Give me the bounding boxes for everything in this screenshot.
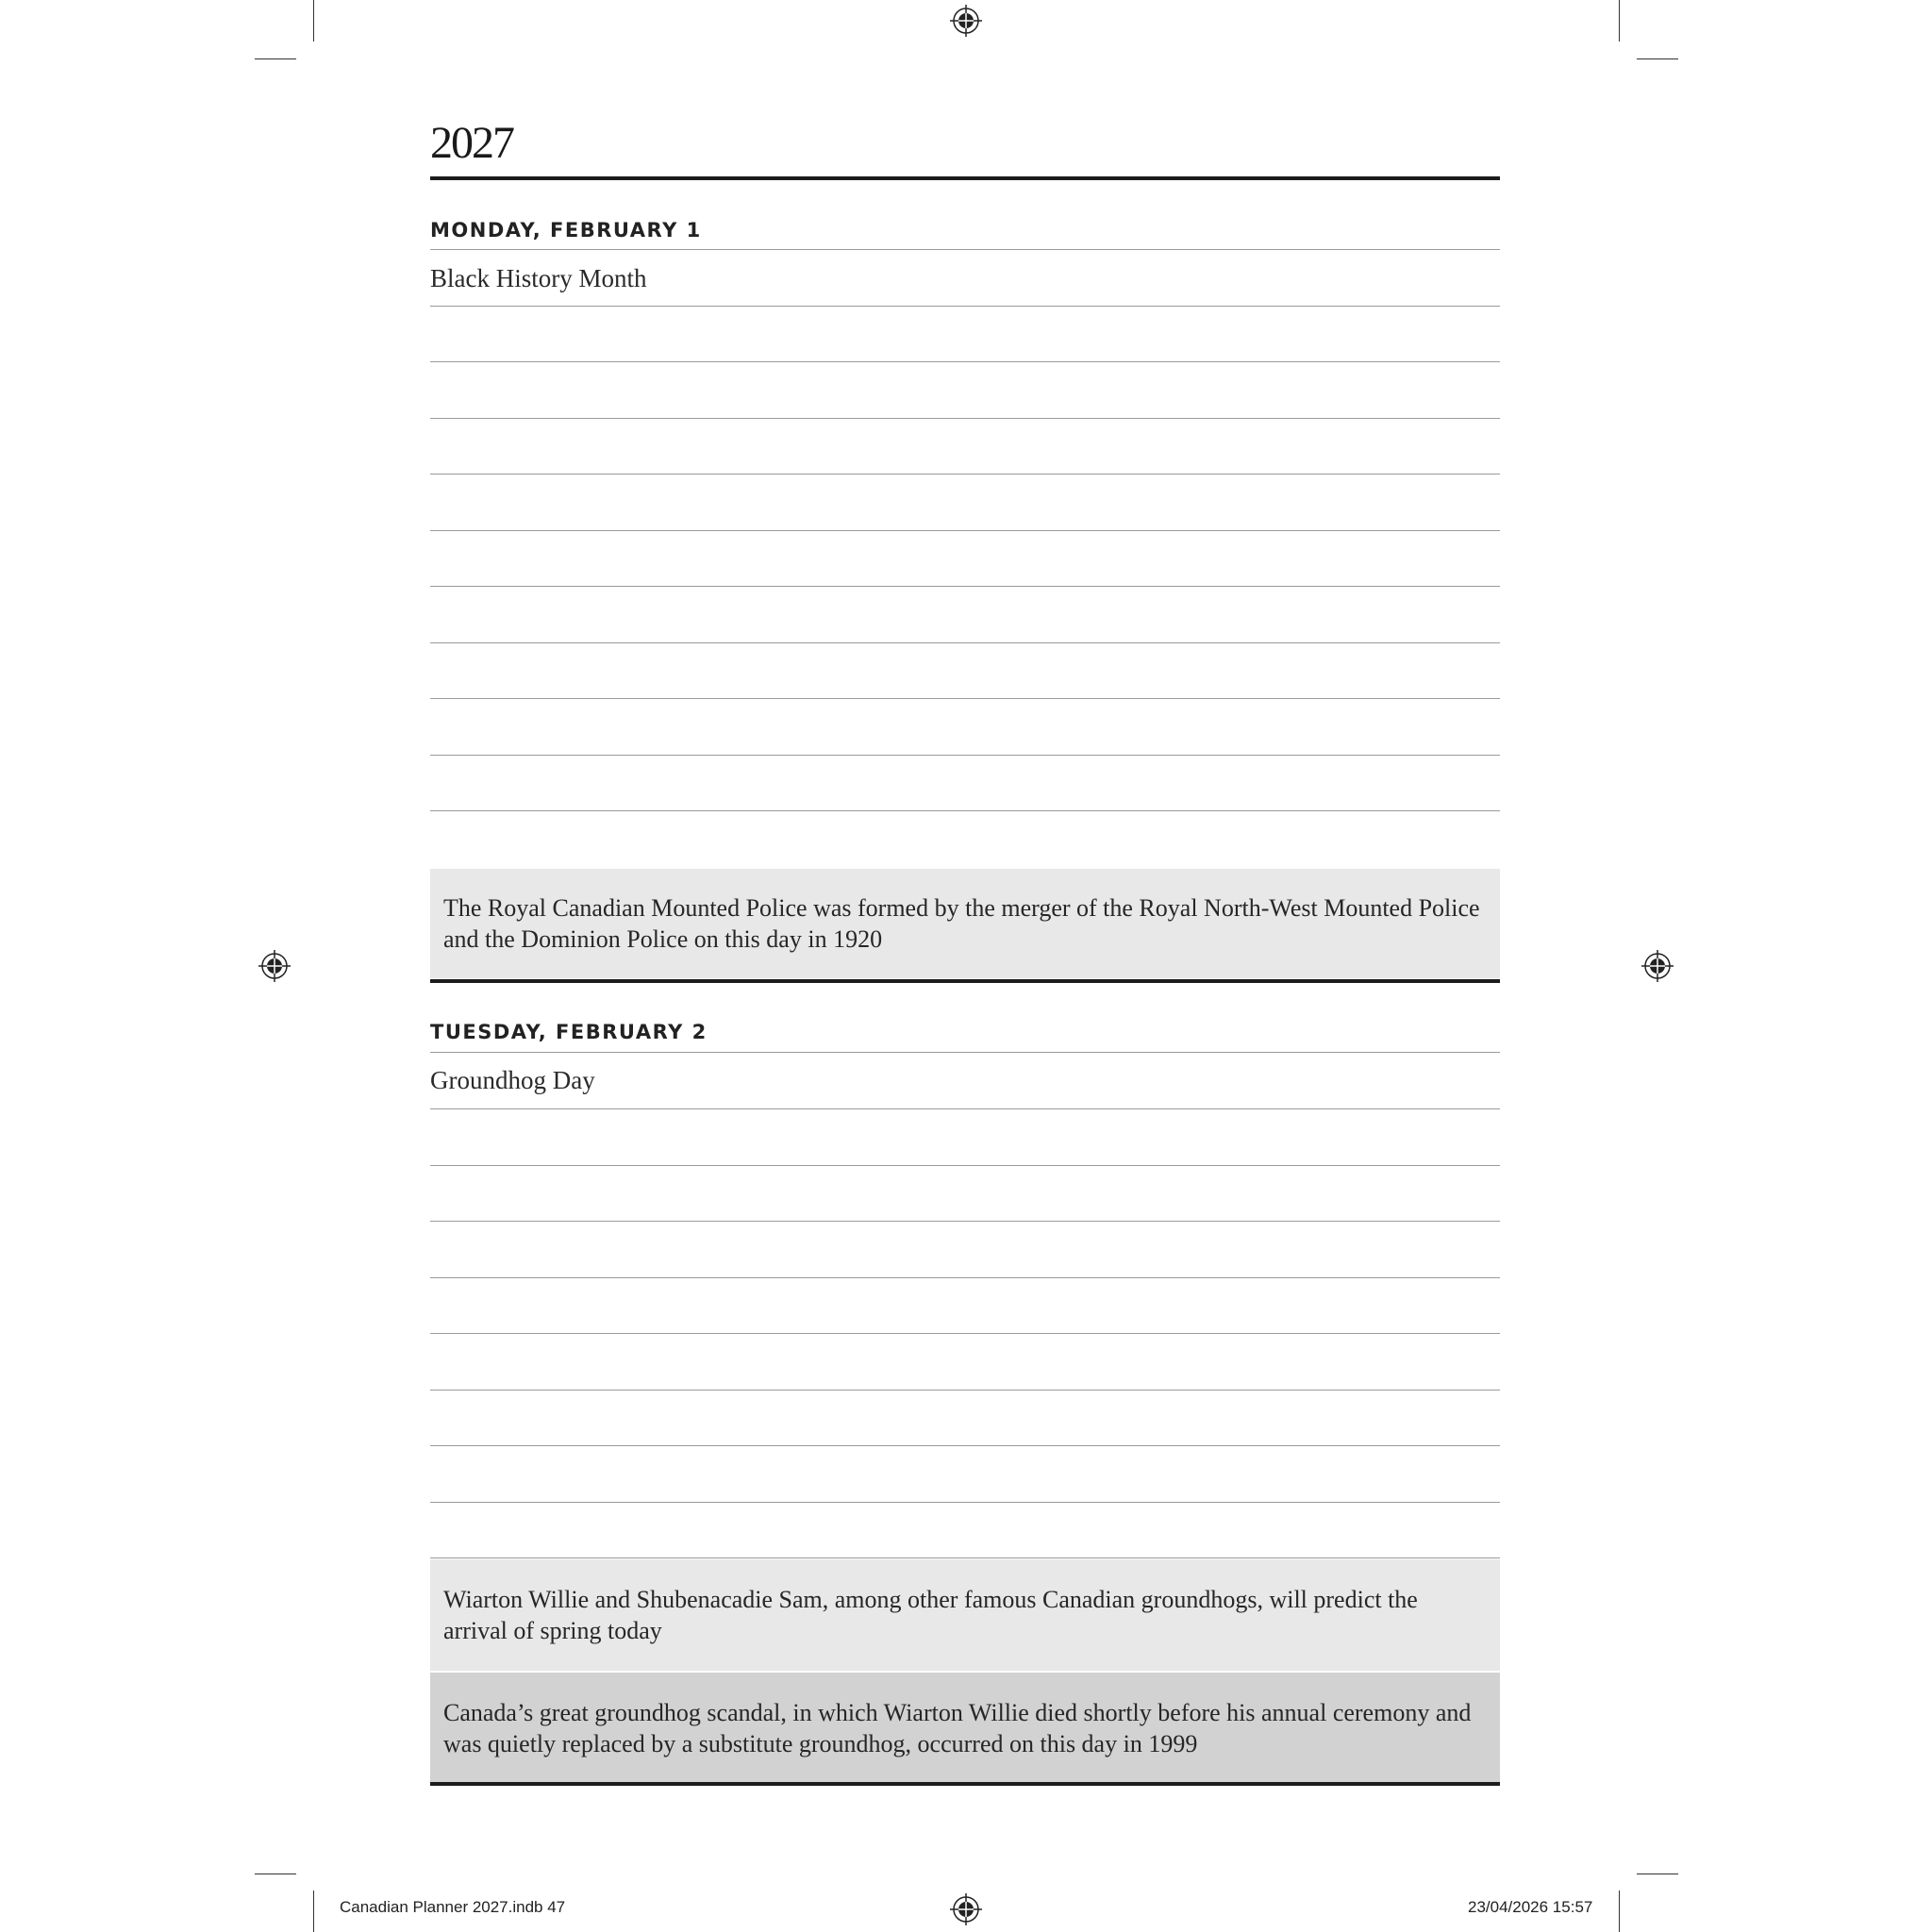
crop-mark — [1619, 1890, 1620, 1932]
note-line[interactable] — [430, 1165, 1500, 1166]
registration-mark-icon — [1641, 950, 1674, 982]
note-line[interactable] — [430, 1221, 1500, 1222]
note-line[interactable] — [430, 1108, 1500, 1109]
note-line[interactable] — [430, 698, 1500, 699]
note-line[interactable] — [430, 1277, 1500, 1278]
note-line[interactable] — [430, 810, 1500, 811]
fact-box: Canada’s great groundhog scandal, in which Wiarton Willie died shortly before his annual ceremony and was quietly replaced by a substitute groundhog, occurred on this day in 1999 — [430, 1673, 1500, 1783]
note-line[interactable] — [430, 755, 1500, 756]
fact-box: Wiarton Willie and Shubenacadie Sam, among other famous Canadian groundhogs, will predict the arrival of spring today — [430, 1559, 1500, 1671]
registration-mark-icon — [258, 950, 291, 982]
registration-mark-icon — [950, 1893, 982, 1925]
heading-line — [430, 1052, 1500, 1053]
day-section — [430, 219, 1500, 983]
crop-mark — [255, 58, 296, 59]
heading-line — [430, 249, 1500, 250]
note-line[interactable] — [430, 474, 1500, 475]
note-line[interactable] — [430, 1502, 1500, 1503]
header-rule — [430, 176, 1500, 180]
holiday-label: Black History Month — [430, 264, 647, 292]
slug-timestamp: 23/04/2026 15:57 — [1468, 1898, 1593, 1916]
crop-mark — [1637, 58, 1678, 59]
note-line[interactable] — [430, 306, 1500, 307]
crop-mark — [313, 0, 314, 42]
crop-mark — [313, 1890, 314, 1932]
day-section — [430, 1021, 1500, 1785]
note-line[interactable] — [430, 586, 1500, 587]
note-line[interactable] — [430, 1445, 1500, 1446]
note-line[interactable] — [430, 418, 1500, 419]
note-line[interactable] — [430, 1333, 1500, 1334]
registration-mark-icon — [950, 5, 982, 37]
note-line[interactable] — [430, 530, 1500, 531]
page-title: 2027 — [430, 118, 513, 168]
note-line[interactable] — [430, 1557, 1500, 1558]
holiday-label: Groundhog Day — [430, 1066, 595, 1094]
slug-file: Canadian Planner 2027.indb 47 — [340, 1898, 566, 1916]
day-heading: MONDAY, FEBRUARY 1 — [430, 219, 702, 242]
fact-box: The Royal Canadian Mounted Police was formed by the merger of the Royal North-West Mounted Police and the Dominion Police on this day in 1920 — [430, 869, 1500, 978]
note-line[interactable] — [430, 1390, 1500, 1391]
crop-mark — [1619, 0, 1620, 42]
note-line[interactable] — [430, 642, 1500, 643]
note-line[interactable] — [430, 361, 1500, 362]
section-rule — [430, 1782, 1500, 1786]
day-heading: TUESDAY, FEBRUARY 2 — [430, 1021, 708, 1043]
section-rule — [430, 979, 1500, 983]
